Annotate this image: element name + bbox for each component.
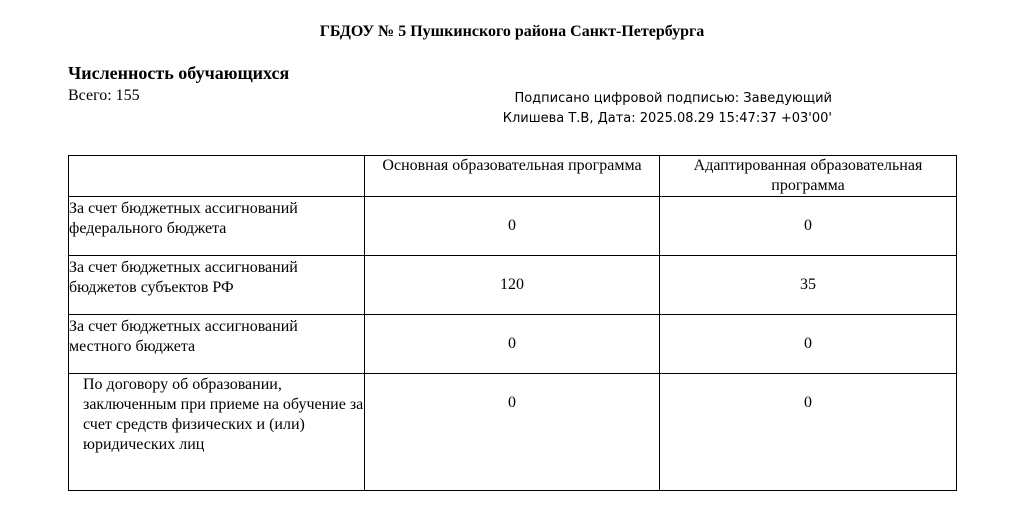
signature-line-1: Подписано цифровой подписью: Заведующий [514,91,832,106]
students-count-table [68,155,957,491]
table-row [69,315,957,374]
section-title: Численность обучающихся [68,63,290,83]
organization-title: ГБДОУ № 5 Пушкинского района Санкт-Петербурга [319,23,705,40]
row-label: За счет бюджетных ассигнований федерального бюджета [69,197,365,256]
table-row [69,374,957,491]
main-program-value: 0 [365,197,660,256]
header-cell-adapted-program: Адаптированная образовательная программа [660,156,957,197]
digital-signature [503,89,832,129]
row-label: За счет бюджетных ассигнований местного бюджета [69,315,365,374]
row-label: По договору об образовании, заключенным при приеме на обучение за счет средств физических и (или) юридических лиц [69,374,365,491]
header-cell-main-program: Основная образовательная программа [365,156,660,197]
table-row [69,256,957,315]
header-cell-empty [69,156,365,197]
signature-line-2: Клишева Т.В, Дата: 2025.08.29 15:47:37 +03'00' [502,111,832,126]
main-program-value: 0 [365,315,660,374]
adapted-program-value: 0 [660,197,957,256]
main-program-value: 0 [365,374,660,491]
adapted-program-value: 0 [660,315,957,374]
adapted-program-value: 0 [660,374,957,491]
main-program-value: 120 [365,256,660,315]
adapted-program-value: 35 [660,256,957,315]
table-row [69,197,957,256]
table-header-row [69,156,957,197]
total-count: Всего: 155 [68,87,140,104]
row-label: За счет бюджетных ассигнований бюджетов субъектов РФ [69,256,365,315]
